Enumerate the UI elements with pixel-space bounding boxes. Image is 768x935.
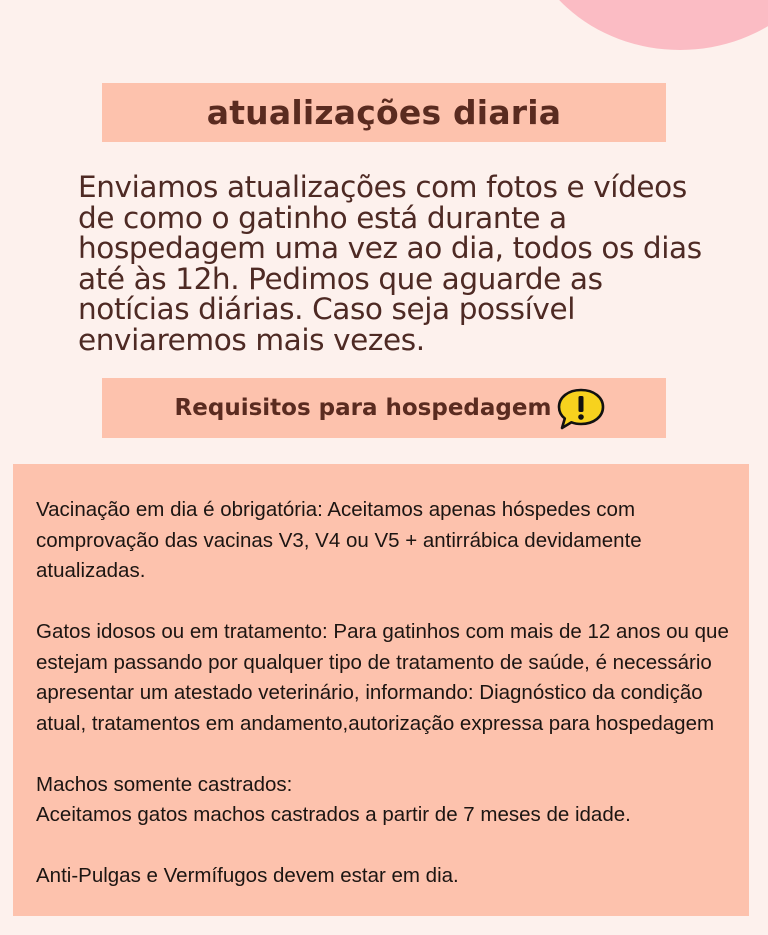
decorative-pink-circle xyxy=(520,0,768,50)
requirements-title: Requisitos para hospedagem xyxy=(174,395,552,421)
speech-bubble-exclamation-icon xyxy=(555,386,607,432)
page-title: atualizações diaria xyxy=(206,93,562,132)
elderly-requirement: Gatos idosos ou em tratamento: Para gatinhos com mais de 12 anos ou que estejam passando por qualquer tipo de tratamento de saúde, é necessário apresentar um atestado veterinário, informando: Diagnóstico da condição atual, tratamentos em andamento,autorização expressa para hospedagem xyxy=(36,620,729,735)
list-item xyxy=(36,495,746,587)
vaccination-requirement: Vacinação em dia é obrigatória: Aceitamos apenas hóspedes com comprovação das vacinas V3, V4 ou V5 + antirrábica devidamente atualizadas. xyxy=(36,498,642,582)
males-requirement-title: Machos somente castrados: xyxy=(36,772,293,796)
males-requirement-text: Aceitamos gatos machos castrados a partir de 7 meses de idade. xyxy=(36,803,631,826)
title-banner xyxy=(102,83,666,142)
requirements-banner xyxy=(102,378,666,438)
intro-paragraph: Enviamos atualizações com fotos e vídeos de como o gatinho está durante a hospedagem uma vez ao dia, todos os dias até às 12h. Pedimos que aguarde as notícias diárias. Caso seja possível enviaremos mais vezes. xyxy=(78,170,702,357)
antiparasitic-requirement: Anti-Pulgas e Vermífugos devem estar em dia. xyxy=(36,864,459,887)
requirements-list xyxy=(36,495,746,922)
list-item xyxy=(36,861,746,892)
list-item xyxy=(36,770,746,831)
list-item xyxy=(36,617,746,739)
